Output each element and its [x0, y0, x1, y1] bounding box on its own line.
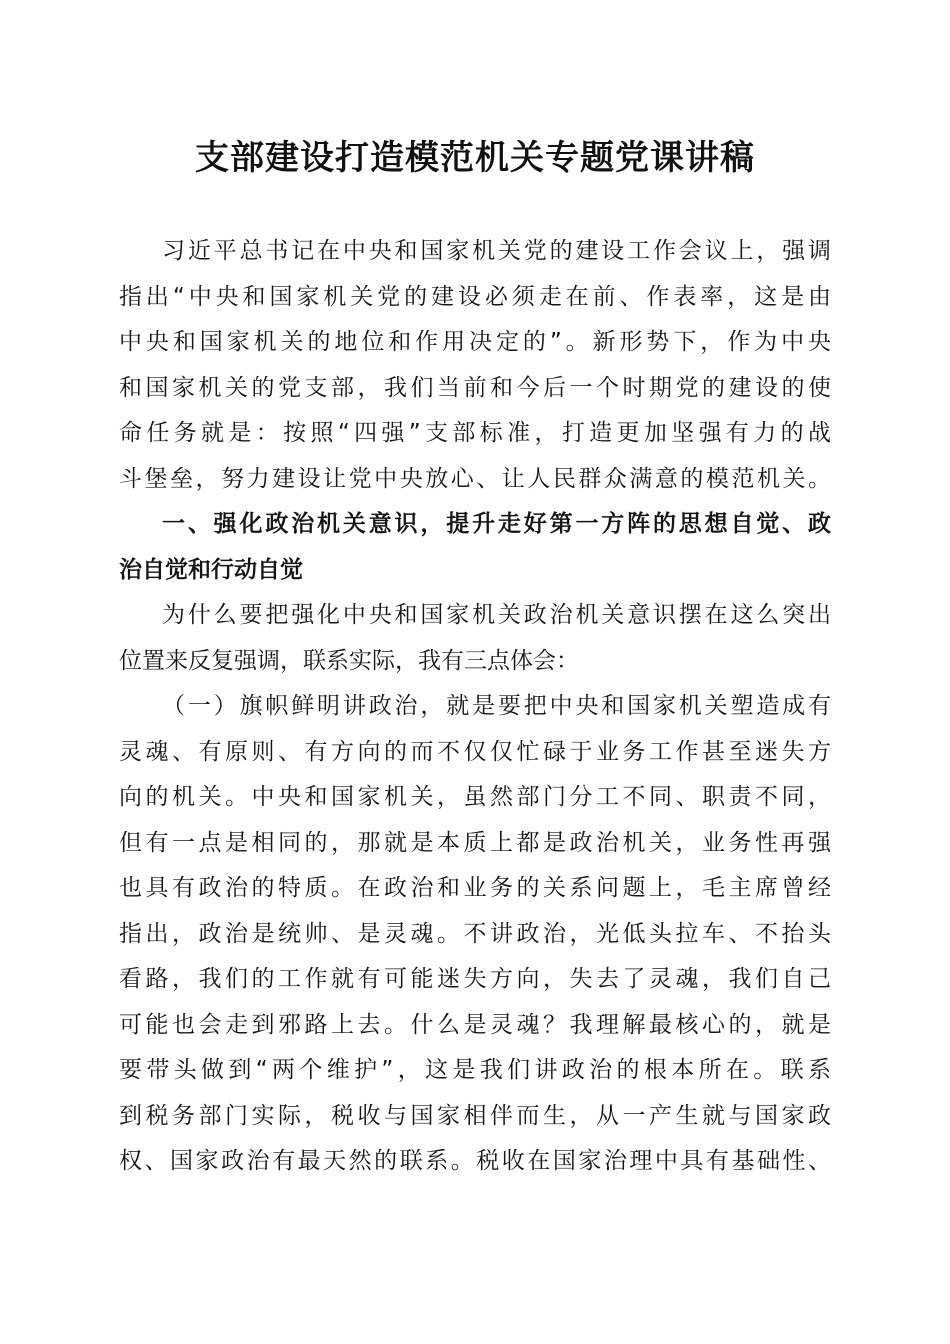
- paragraph-line: 可能也会走到邪路上去。什么是灵魂？我理解最核心的，就是: [119, 1011, 831, 1038]
- paragraph-line: 位置来反复强调，联系实际，我有三点体会：: [119, 647, 579, 674]
- paragraph-line: 到税务部门实际，税收与国家相伴而生，从一产生就与国家政: [119, 1102, 831, 1129]
- paragraph-line: 中央和国家机关的地位和作用决定的”。新形势下，作为中央: [119, 329, 831, 355]
- paragraph-line: 灵魂、有原则、有方向的而不仅仅忙碌于业务工作甚至迷失方: [119, 738, 831, 765]
- paragraph-line: 也具有政治的特质。在政治和业务的关系问题上，毛主席曾经: [119, 875, 831, 901]
- section-heading-line: 一、强化政治机关意识，提升走好第一方阵的思想自觉、政: [162, 511, 831, 537]
- paragraph-line: 指出“中央和国家机关党的建设必须走在前、作表率，这是由: [119, 283, 831, 310]
- subsection-line: （一）旗帜鲜明讲政治，就是要把中央和国家机关塑造成有: [162, 693, 831, 719]
- paragraph-line: 命任务就是：按照“四强”支部标准，打造更加坚强有力的战: [119, 420, 831, 446]
- paragraph-line: 权、国家政治有最天然的联系。税收在国家治理中具有基础性、: [119, 1148, 831, 1174]
- paragraph-line: 向的机关。中央和国家机关，虽然部门分工不同、职责不同，: [119, 784, 831, 810]
- section-heading-line: 治自觉和行动自觉: [119, 556, 303, 583]
- document-title: 支部建设打造模范机关专题党课讲稿: [195, 138, 755, 178]
- paragraph-line: 指出，政治是统帅、是灵魂。不讲政治，光低头拉车、不抬头: [119, 920, 831, 947]
- paragraph-line: 习近平总书记在中央和国家机关党的建设工作会议上，强调: [162, 238, 831, 264]
- paragraph-line: 斗堡垒，努力建设让党中央放心、让人民群众满意的模范机关。: [119, 465, 831, 492]
- paragraph-line: 和国家机关的党支部，我们当前和今后一个时期党的建设的使: [119, 374, 831, 401]
- paragraph-line: 要带头做到“两个维护”，这是我们讲政治的根本所在。联系: [119, 1057, 831, 1083]
- paragraph-line: 但有一点是相同的，那就是本质上都是政治机关，业务性再强: [119, 829, 831, 856]
- paragraph-line: 为什么要把强化中央和国家机关政治机关意识摆在这么突出: [162, 602, 831, 628]
- document-body: [119, 229, 831, 1185]
- paragraph-line: 看路，我们的工作就有可能迷失方向，失去了灵魂，我们自己: [119, 966, 831, 992]
